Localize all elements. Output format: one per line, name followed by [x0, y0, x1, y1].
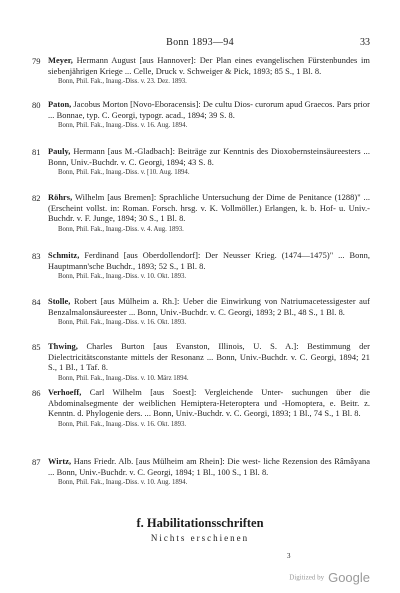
entry-title-rest: des Dioxobernsteinsäureesters ... Bonn, Univ.-Buchdr. v. C. Georgi, 1894; 43 S. 8. [48, 147, 370, 167]
entry-number: 86 [32, 388, 41, 398]
entry-87 [32, 457, 370, 487]
entry-title-start: August [aus Hannover]: Der Plan eines [111, 56, 253, 65]
entry-81 [32, 147, 370, 177]
entry-note: Bonn, Phil. Fak., Inaug.-Diss. v. 16. Okt. 1893. [58, 420, 187, 428]
header-title: Bonn 1893—94 [166, 37, 234, 48]
entry-author: Thwing, [48, 342, 78, 351]
entry-title-rest: der Dime de Penitance (1288)" ... (Erscheint vollst. in: Roman. Forsch. hrsg. v. K. Vollmöller.) Erlangen, k. b. Hof- u. Univ.-Buchdr. v. F. Junge, 1894; 30 S., 1 Bl. 8. [48, 193, 370, 223]
entry-text [48, 56, 370, 77]
entry-title-rest: curorum apud Graecos. Pars prior ... Bonnae, typ. C. Georgi, typogr. acad., 1894; 39 S. 8. [48, 100, 371, 120]
entry-title-rest: evangelischen Fürstenbundes im siebenjährigen Kriege ... Celle, Druck v. Schweiger & Pick, 1893; 85 S., 1 Bl. 8. [48, 56, 370, 76]
entry-title-rest: von Natriumacetessigester auf Benzalmalonsäureester ... Bonn, Univ.-Buchdr. v. C. Georgi, 1893; 2 Bl., 48 S., 1 Bl. 8. [48, 297, 370, 317]
entry-text [48, 251, 370, 272]
entry-author: Verhoeff, [48, 388, 82, 397]
entry-number: 83 [32, 251, 41, 261]
entry-given-name: Wilhelm [74, 193, 105, 202]
digitization-watermark [289, 568, 370, 586]
entry-note: Bonn, Phil. Fak., Inaug.-Diss. v. 16. Aug. 1894. [58, 122, 188, 129]
entry-note: Bonn, Phil. Fak., Inaug.-Diss. v. 10. Aug. 1894. [58, 479, 188, 486]
entry-number: 80 [32, 100, 41, 110]
entry-title-start: [aus Bremen]: Sprachliche Untersuchung [107, 193, 250, 202]
entry-title-rest: suchungen über die Abdominalsegmente der weiblichen Hemiptera-Heteroptera und -Homoptera, e. Beitr. z. Kenntn. d. Phylogenie ders. ... Bonn, Univ.-Buchdr. v. C. Georgi, 1893; 1 Bl., 74 S., 1 Bl. 8. [48, 388, 370, 418]
entry-author: Stolle, [48, 297, 71, 306]
entry-title-rest: Bestimmung der Dielectricitätsconstante mittels der Resonanz ... Bonn, Univ.-Buchdr. v. C. Georgi, 1894; 21 S., 1 Bl., 1 Taf. 8. [48, 342, 370, 372]
entry-86 [32, 388, 370, 429]
entry-author: Pauly, [48, 147, 71, 156]
entry-text [48, 388, 370, 420]
entry-author: Paton, [48, 100, 72, 109]
entry-given-name: Robert [73, 297, 98, 306]
entry-title-rest: liche Rezension des Râmâyana ... Bonn, Univ.-Buchdr. v. C. Georgi, 1894; 1 Bl., 100 S., 1 Bl. 8. [48, 457, 370, 477]
entry-title-start: [Novo-Eboracensis]: De cultu Dios- [130, 100, 253, 109]
entry-author: Röhrs, [48, 193, 73, 202]
entry-note: Bonn, Phil. Fak., Inaug.-Diss. v. 10. März 1894. [58, 374, 189, 382]
page-number: 33 [360, 37, 370, 48]
signature-mark: 3 [287, 552, 291, 560]
entry-title-start: [aus Oberdollendorf]: Der Neusser Krieg. [123, 251, 277, 260]
entry-number: 87 [32, 457, 41, 467]
google-logo: Google [328, 569, 370, 585]
entry-number: 82 [32, 193, 41, 203]
entry-text [48, 457, 370, 478]
entry-note: Bonn, Phil. Fak., Inaug.-Diss. v. 16. Okt. 1893. [58, 319, 187, 326]
entry-number: 85 [32, 342, 41, 352]
entry-79 [32, 56, 370, 86]
entry-note: Bonn, Phil. Fak., Inaug.-Diss. v. 10. Okt. 1893. [58, 273, 187, 280]
entry-title-start: [aus Evanston, Illinois, U. S. A.]: [153, 342, 299, 351]
entry-title-start: [aus M.-Gladbach]: Beiträge zur Kenntnis [107, 147, 254, 156]
entry-number: 79 [32, 56, 41, 66]
entry-83 [32, 251, 370, 281]
entry-given-name: Carl Wilhelm [89, 388, 142, 397]
entry-text [48, 297, 370, 318]
entry-text [48, 193, 370, 225]
entry-note: Bonn, Phil. Fak., Inaug.-Diss. v. 4. Aug. 1893. [58, 225, 184, 233]
entry-title-start: [aus Mülheim a. Rh.]: Ueber die Einwirkung [100, 297, 261, 306]
entry-given-name: Hermann [73, 147, 105, 156]
entry-80 [32, 100, 371, 130]
entry-author: Wirtz, [48, 457, 72, 466]
running-header [0, 37, 400, 51]
entry-note: Bonn, Phil. Fak., Inaug.-Diss. v. [10. Aug. 1894. [58, 169, 190, 176]
entry-82 [32, 193, 370, 234]
section-heading: f. Habilitationsschriften [136, 516, 264, 530]
watermark-label: Digitized by [289, 573, 325, 582]
entry-author: Schmitz, [48, 251, 80, 260]
entry-number: 81 [32, 147, 41, 157]
entry-title-start: [aus Soest]: Vergleichende Unter- [150, 388, 284, 397]
entry-85 [32, 342, 370, 383]
entry-number: 84 [32, 297, 41, 307]
entry-author: Meyer, [48, 56, 73, 65]
section-subheading: Nichts erschienen [150, 533, 250, 543]
entry-title-rest: (1474—1475)" ... Bonn, Hauptmann'sche Buchdr., 1893; 52 S., 1 Bl. 8. [48, 251, 370, 271]
entry-given-name: Jacobus Morton [73, 100, 128, 109]
entry-given-name: Hans Friedr. Alb. [73, 457, 134, 466]
entry-text [48, 100, 370, 121]
entry-note: Bonn, Phil. Fak., Inaug.-Diss. v. 23. Dez. 1893. [58, 78, 187, 85]
entry-given-name: Ferdinand [84, 251, 119, 260]
entry-given-name: Hermann [76, 56, 109, 65]
entry-given-name: Charles Burton [86, 342, 145, 351]
entry-text [48, 147, 370, 168]
entry-text [48, 342, 370, 374]
entry-title-start: [aus Mülheim am Rhein]: Die west- [135, 457, 261, 466]
entry-84 [32, 297, 370, 327]
